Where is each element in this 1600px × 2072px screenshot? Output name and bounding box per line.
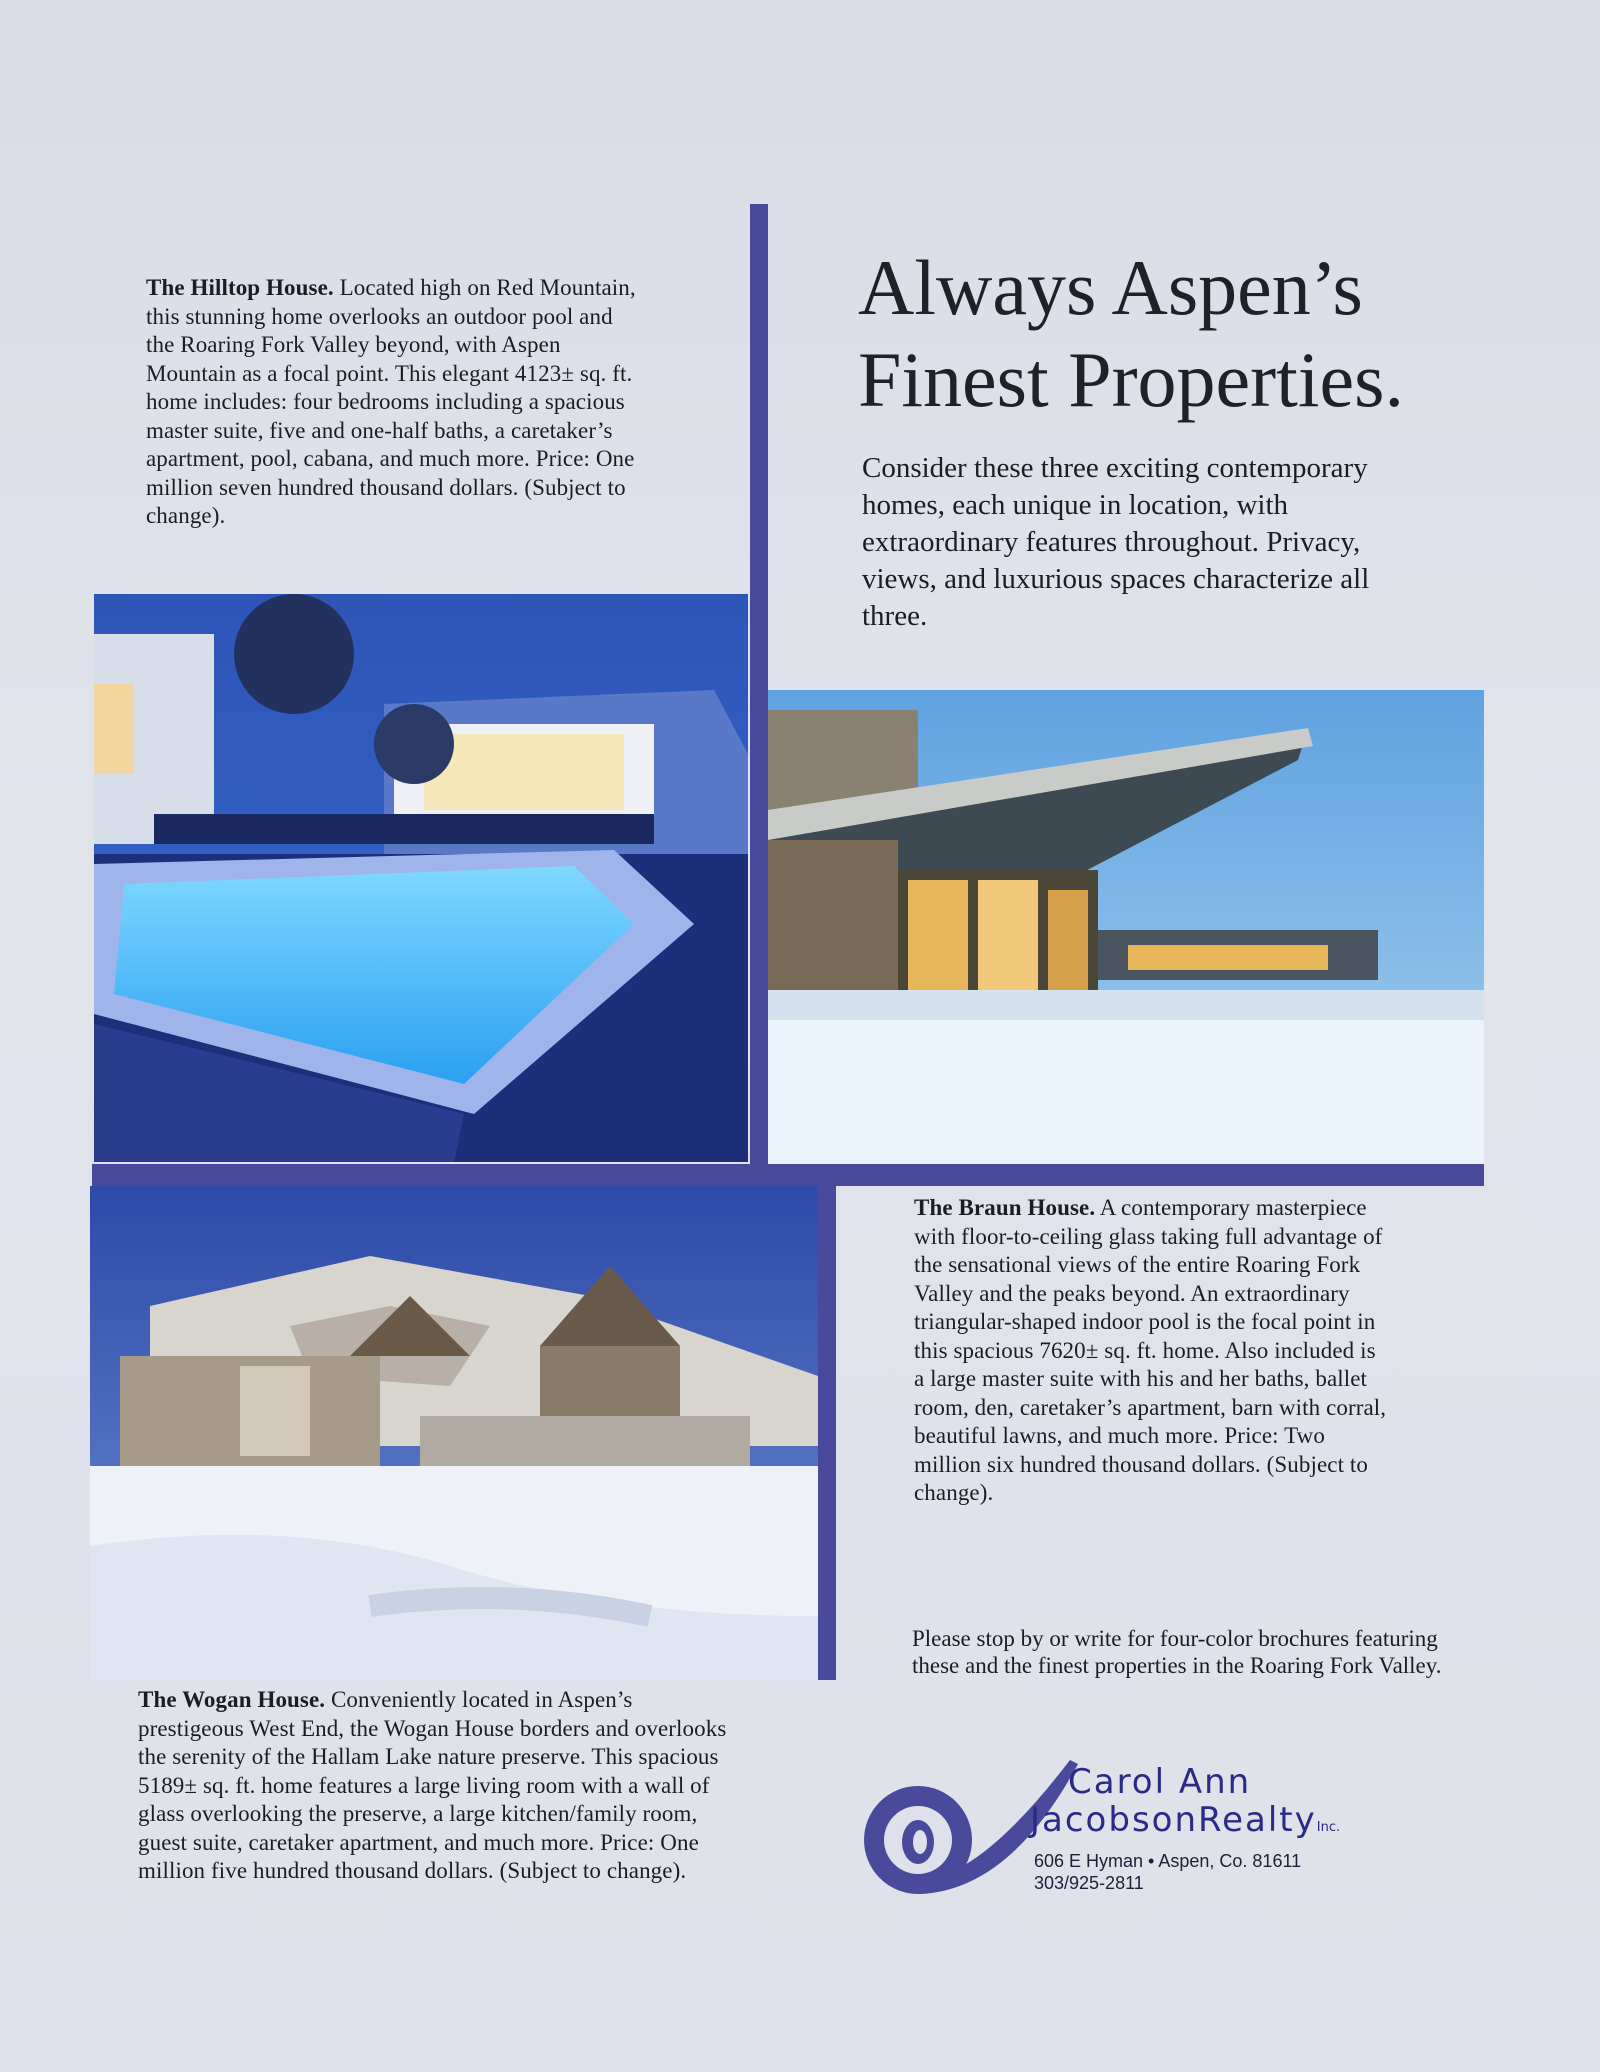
wogan-body: Conveniently located in Aspen’s prestigeous West End, the Wogan House borders and overlooks the serenity of the Hallam Lake nature preserve. This spacious 5189± sq. ft. home features a large living room with a wall of glass overlooking the preserve, a large kitchen/family room, guest suite, caretaker apartment, and much more. Price: One million five hundred thousand dollars. (Subject to change). [138, 1687, 727, 1883]
logo-company: JacobsonRealty [1030, 1800, 1317, 1840]
hilltop-name: The Hilltop House. [146, 275, 334, 300]
hilltop-house-photo [94, 594, 748, 1162]
wogan-house-photo [90, 1186, 818, 1680]
logo-inc: Inc. [1316, 1820, 1341, 1835]
headline [858, 242, 1558, 426]
hilltop-photo-illustration [94, 594, 748, 1162]
divider-horizontal [92, 1164, 1484, 1186]
divider-vertical-top [750, 204, 768, 1184]
hilltop-body: Located high on Red Mountain, this stunning home overlooks an outdoor pool and the Roaring Fork Valley beyond, with Aspen Mountain as a focal point. This elegant 4123± sq. ft. home includes: four bedrooms including a spacious master suite, five and one-half baths, a caretaker’s apartment, pool, cabana, and much more. Price: One million seven hundred thousand dollars. (Subject to change). [146, 275, 636, 528]
braun-body: A contemporary masterpiece with floor-to-ceiling glass taking full advantage of the sensational views of the entire Roaring Fork Valley and the peaks beyond. An extraordinary triangular-shaped indoor pool is the focal point in this spacious 7620± sq. ft. home. Also included is a large master suite with his and her baths, ballet room, den, caretaker’s apartment, barn with corral, beautiful lawns, and much more. Price: Two million six hundred thousand dollars. (Subject to change). [914, 1195, 1387, 1505]
divider-vertical-bottom [818, 1186, 836, 1680]
headline-line-1: Always Aspen’s [858, 244, 1363, 331]
hilltop-description [146, 274, 640, 531]
brochure-note: Please stop by or write for four-color brochures featuring these and the finest properties in the Roaring Fork Valley. [912, 1626, 1442, 1678]
logo-name-line-1: Carol Ann [1068, 1762, 1252, 1802]
logo-address [1034, 1850, 1301, 1894]
wogan-description [138, 1686, 738, 1886]
wogan-photo-illustration [90, 1186, 818, 1680]
phone-line: 303/925-2811 [1034, 1873, 1144, 1893]
address-line: 606 E Hyman • Aspen, Co. 81611 [1034, 1851, 1302, 1871]
realty-logo [860, 1760, 1480, 1910]
intro-paragraph: Consider these three exciting contemporary homes, each unique in location, with extraordinary features throughout. Privacy, views, and luxurious spaces characterize all three. [862, 452, 1370, 632]
braun-name: The Braun House. [914, 1195, 1096, 1220]
headline-line-2: Finest Properties. [858, 336, 1404, 423]
braun-photo-illustration [768, 690, 1484, 1164]
braun-house-photo [768, 690, 1484, 1164]
logo-name-line-2 [1030, 1800, 1340, 1840]
braun-description [914, 1194, 1390, 1508]
wogan-name: The Wogan House. [138, 1687, 326, 1712]
